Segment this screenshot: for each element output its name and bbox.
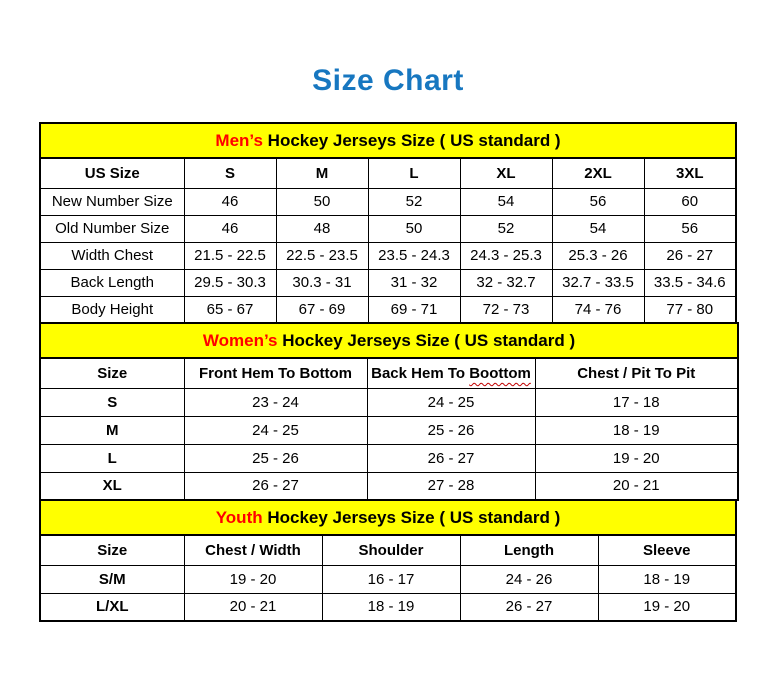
- size-value: 16 - 17: [322, 565, 460, 593]
- back-hem-misspelled-word: Boottom: [469, 364, 531, 382]
- table-row-women-xl: [40, 472, 738, 500]
- size-value: 21.5 - 22.5: [184, 242, 276, 269]
- column-header-us-size: US Size: [40, 158, 184, 188]
- size-value: 74 - 76: [552, 296, 644, 323]
- table-row-women-m: [40, 416, 738, 444]
- size-value: 72 - 73: [460, 296, 552, 323]
- mens-section-highlight: Men’s: [215, 130, 263, 150]
- row-label: S: [40, 388, 184, 416]
- size-value: 20 - 21: [184, 593, 322, 621]
- column-header-chest-pit: Chest / Pit To Pit: [535, 358, 738, 388]
- size-value: 54: [552, 215, 644, 242]
- column-header-size: Size: [40, 535, 184, 565]
- column-header-sleeve: Sleeve: [598, 535, 736, 565]
- youth-section-highlight: Youth: [215, 507, 263, 527]
- size-value: 20 - 21: [535, 472, 738, 500]
- size-value: 77 - 80: [644, 296, 736, 323]
- size-value: 69 - 71: [368, 296, 460, 323]
- row-label: New Number Size: [40, 188, 184, 215]
- youth-size-table: [39, 499, 737, 622]
- size-value: 50: [368, 215, 460, 242]
- size-value: 26 - 27: [644, 242, 736, 269]
- youth-header-row: [40, 535, 736, 565]
- size-value: 32 - 32.7: [460, 269, 552, 296]
- size-value: 30.3 - 31: [276, 269, 368, 296]
- youth-section-title: [40, 500, 736, 535]
- size-value: 32.7 - 33.5: [552, 269, 644, 296]
- size-value: 23 - 24: [184, 388, 367, 416]
- column-header-back-hem: [367, 358, 535, 388]
- table-row-width-chest: [40, 242, 736, 269]
- size-value: 26 - 27: [184, 472, 367, 500]
- size-value: 24 - 25: [367, 388, 535, 416]
- womens-header-row: [40, 358, 738, 388]
- row-label: Width Chest: [40, 242, 184, 269]
- table-row-new-number-size: [40, 188, 736, 215]
- table-row-back-length: [40, 269, 736, 296]
- size-value: 65 - 67: [184, 296, 276, 323]
- column-header-s: S: [184, 158, 276, 188]
- size-value: 25 - 26: [367, 416, 535, 444]
- row-label: S/M: [40, 565, 184, 593]
- size-value: 67 - 69: [276, 296, 368, 323]
- size-value: 26 - 27: [367, 444, 535, 472]
- table-row-women-s: [40, 388, 738, 416]
- mens-header-row: [40, 158, 736, 188]
- size-value: 46: [184, 215, 276, 242]
- size-value: 60: [644, 188, 736, 215]
- size-value: 18 - 19: [535, 416, 738, 444]
- size-value: 56: [552, 188, 644, 215]
- column-header-size: Size: [40, 358, 184, 388]
- row-label: L: [40, 444, 184, 472]
- size-value: 54: [460, 188, 552, 215]
- row-label: Body Height: [40, 296, 184, 323]
- size-value: 31 - 32: [368, 269, 460, 296]
- size-value: 25 - 26: [184, 444, 367, 472]
- size-value: 48: [276, 215, 368, 242]
- column-header-chest-width: Chest / Width: [184, 535, 322, 565]
- row-label: L/XL: [40, 593, 184, 621]
- size-value: 52: [460, 215, 552, 242]
- page-title: Size Chart: [312, 64, 464, 97]
- column-header-front-hem: Front Hem To Bottom: [184, 358, 367, 388]
- size-value: 56: [644, 215, 736, 242]
- size-value: 19 - 20: [184, 565, 322, 593]
- youth-section-title-rest: Hockey Jerseys Size ( US standard ): [262, 507, 561, 527]
- column-header-shoulder: Shoulder: [322, 535, 460, 565]
- size-value: 27 - 28: [367, 472, 535, 500]
- size-value: 24.3 - 25.3: [460, 242, 552, 269]
- column-header-m: M: [276, 158, 368, 188]
- size-value: 23.5 - 24.3: [368, 242, 460, 269]
- womens-section-band-row: [40, 323, 738, 358]
- youth-section-band-row: [40, 500, 736, 535]
- row-label: M: [40, 416, 184, 444]
- size-value: 18 - 19: [598, 565, 736, 593]
- mens-section-title-rest: Hockey Jerseys Size ( US standard ): [262, 130, 561, 150]
- mens-section-band-row: [40, 123, 736, 158]
- row-label: Back Length: [40, 269, 184, 296]
- column-header-3xl: 3XL: [644, 158, 736, 188]
- size-value: 50: [276, 188, 368, 215]
- size-value: 25.3 - 26: [552, 242, 644, 269]
- column-header-l: L: [368, 158, 460, 188]
- size-value: 19 - 20: [535, 444, 738, 472]
- table-row-women-l: [40, 444, 738, 472]
- size-value: 52: [368, 188, 460, 215]
- womens-section-title: [40, 323, 738, 358]
- size-value: 24 - 25: [184, 416, 367, 444]
- size-value: 33.5 - 34.6: [644, 269, 736, 296]
- womens-section-highlight: Women’s: [202, 330, 278, 350]
- size-tables: [39, 122, 737, 622]
- size-value: 29.5 - 30.3: [184, 269, 276, 296]
- size-value: 46: [184, 188, 276, 215]
- row-label: Old Number Size: [40, 215, 184, 242]
- back-hem-label-prefix: Back Hem To: [371, 364, 470, 382]
- table-row-youth-sm: [40, 565, 736, 593]
- column-header-length: Length: [460, 535, 598, 565]
- table-row-body-height: [40, 296, 736, 323]
- size-value: 22.5 - 23.5: [276, 242, 368, 269]
- size-value: 24 - 26: [460, 565, 598, 593]
- size-value: 17 - 18: [535, 388, 738, 416]
- column-header-2xl: 2XL: [552, 158, 644, 188]
- table-row-youth-lxl: [40, 593, 736, 621]
- mens-section-title: [40, 123, 736, 158]
- row-label: XL: [40, 472, 184, 500]
- table-row-old-number-size: [40, 215, 736, 242]
- womens-section-title-rest: Hockey Jerseys Size ( US standard ): [277, 330, 576, 350]
- mens-size-table: [39, 122, 737, 324]
- size-value: 18 - 19: [322, 593, 460, 621]
- womens-size-table: [39, 322, 739, 501]
- size-value: 19 - 20: [598, 593, 736, 621]
- size-value: 26 - 27: [460, 593, 598, 621]
- column-header-xl: XL: [460, 158, 552, 188]
